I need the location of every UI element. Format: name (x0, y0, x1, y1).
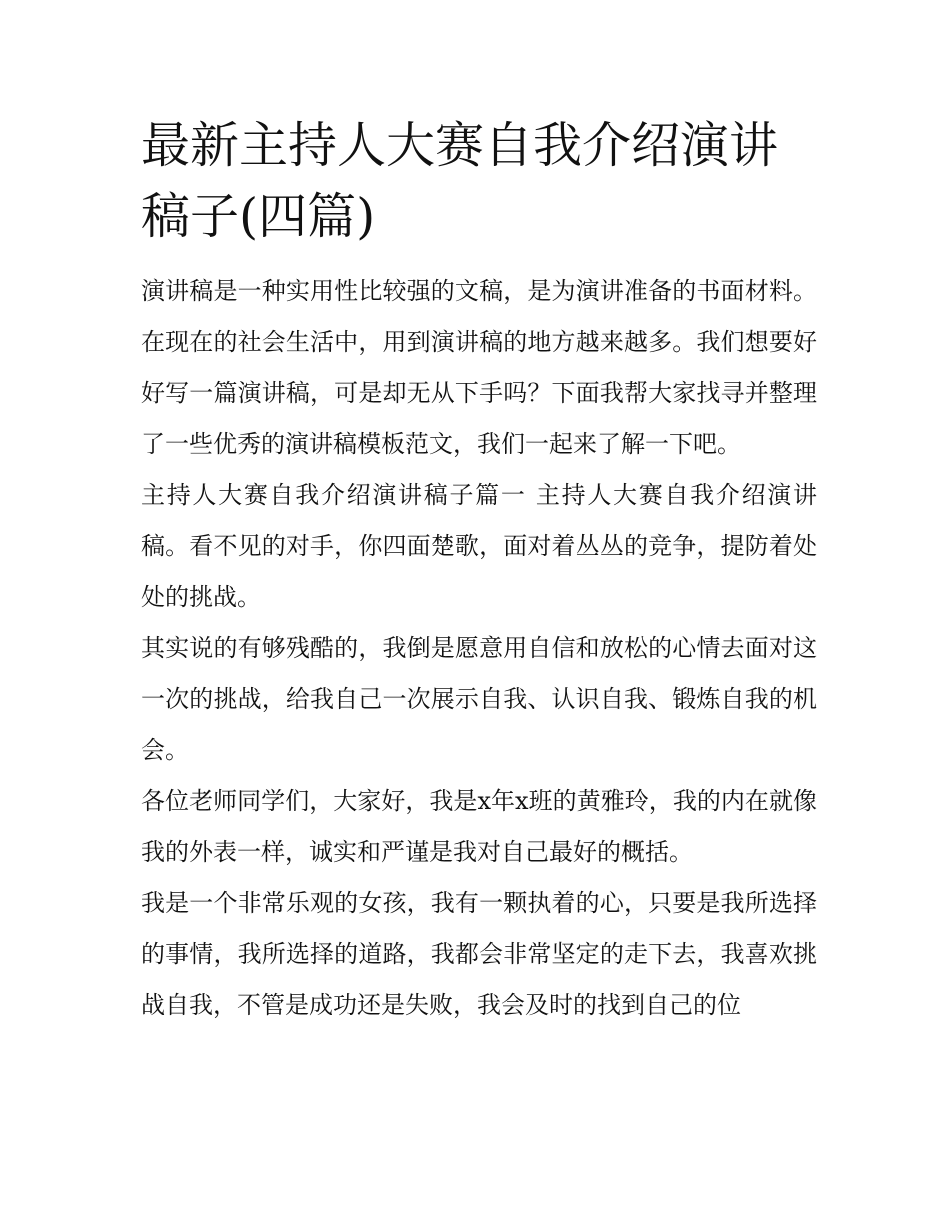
paragraph-greeting: 各位老师同学们，大家好，我是x年x班的黄雅玲，我的内在就像我的外表一样，诚实和严谨是我对自己最好的概括。 (141, 787, 817, 866)
paragraph-intro: 演讲稿是一种实用性比较强的文稿，是为演讲准备的书面材料。在现在的社会生活中，用到演讲稿的地方越来越多。我们想要好好写一篇演讲稿，可是却无从下手吗？下面我帮大家找寻并整理了一些优秀的演讲稿模板范文，我们一起来了解一下吧。 (141, 277, 817, 458)
paragraph-challenge: 其实说的有够残酷的，我倒是愿意用自信和放松的心情去面对这一次的挑战，给我自己一次展示自我、认识自我、锻炼自我的机会。 (141, 634, 817, 764)
document-title-line-2: 稿子(四篇) (141, 188, 376, 245)
document-title (141, 110, 817, 252)
paragraph-section-one: 主持人大赛自我介绍演讲稿子篇一 主持人大赛自我介绍演讲稿。看不见的对手，你四面楚歌，面对着丛丛的竞争，提防着处处的挑战。 (141, 481, 817, 611)
document-body (141, 110, 817, 1031)
document-title-line-1: 最新主持人大赛自我介绍演讲 (141, 117, 779, 174)
paragraph-personality: 我是一个非常乐观的女孩，我有一颗执着的心，只要是我所选择的事情，我所选择的道路，我都会非常坚定的走下去，我喜欢挑战自我，不管是成功还是失败，我会及时的找到自己的位 (141, 889, 817, 1019)
